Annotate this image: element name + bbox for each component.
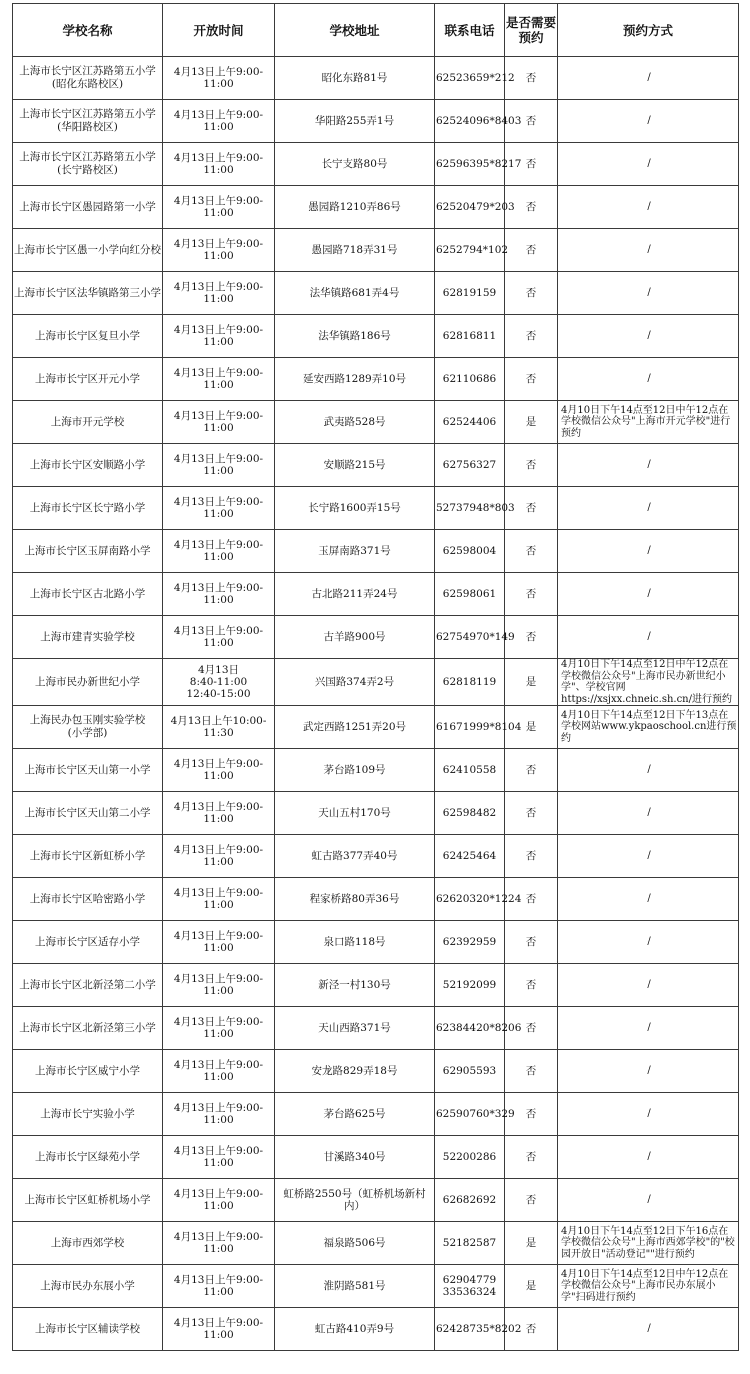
appointment-method-cell: / bbox=[558, 749, 739, 792]
open-time-cell: 4月13日上午9:00-11:00 bbox=[163, 1007, 275, 1050]
appointment-required-cell: 否 bbox=[505, 186, 558, 229]
open-time-cell: 4月13日上午9:00-11:00 bbox=[163, 1265, 275, 1308]
phone-cell: 62425464 bbox=[435, 835, 505, 878]
phone-cell: 62590760*329 bbox=[435, 1093, 505, 1136]
address-cell: 愚园路718弄31号 bbox=[275, 229, 435, 272]
address-cell: 法华镇路186号 bbox=[275, 315, 435, 358]
table-row bbox=[13, 835, 739, 878]
phone-cell: 62754970*149 bbox=[435, 616, 505, 659]
address-cell: 茅台路625号 bbox=[275, 1093, 435, 1136]
appointment-required-cell: 否 bbox=[505, 358, 558, 401]
school-name-cell: 上海市长宁区江苏路第五小学 (昭化东路校区) bbox=[13, 57, 163, 100]
phone-cell: 52182587 bbox=[435, 1222, 505, 1265]
header-open-time: 开放时间 bbox=[163, 4, 275, 57]
address-cell: 淮阴路581号 bbox=[275, 1265, 435, 1308]
open-time-cell: 4月13日上午9:00-11:00 bbox=[163, 792, 275, 835]
address-cell: 延安西路1289弄10号 bbox=[275, 358, 435, 401]
appointment-method-cell: / bbox=[558, 964, 739, 1007]
table-row bbox=[13, 57, 739, 100]
open-time-cell: 4月13日上午9:00-11:00 bbox=[163, 272, 275, 315]
open-time-cell: 4月13日上午9:00-11:00 bbox=[163, 186, 275, 229]
appointment-required-cell: 否 bbox=[505, 315, 558, 358]
school-name-cell: 上海市长宁区虹桥机场小学 bbox=[13, 1179, 163, 1222]
phone-cell: 62523659*212 bbox=[435, 57, 505, 100]
address-cell: 茅台路109号 bbox=[275, 749, 435, 792]
appointment-required-cell: 否 bbox=[505, 1093, 558, 1136]
appointment-required-cell: 否 bbox=[505, 878, 558, 921]
appointment-method-cell: / bbox=[558, 358, 739, 401]
address-cell: 新泾一村130号 bbox=[275, 964, 435, 1007]
open-time-cell: 4月13日上午9:00-11:00 bbox=[163, 1050, 275, 1093]
appointment-required-cell: 否 bbox=[505, 964, 558, 1007]
school-name-cell: 上海市长宁区安顺路小学 bbox=[13, 444, 163, 487]
table-row bbox=[13, 1136, 739, 1179]
table-row bbox=[13, 921, 739, 964]
phone-cell: 62598482 bbox=[435, 792, 505, 835]
school-open-day-table bbox=[12, 3, 739, 1351]
header-school-name: 学校名称 bbox=[13, 4, 163, 57]
school-name-cell: 上海民办包玉刚实验学校 (小学部) bbox=[13, 706, 163, 749]
table-row bbox=[13, 530, 739, 573]
appointment-method-cell: / bbox=[558, 616, 739, 659]
phone-cell: 62816811 bbox=[435, 315, 505, 358]
address-cell: 天山西路371号 bbox=[275, 1007, 435, 1050]
phone-cell: 62410558 bbox=[435, 749, 505, 792]
appointment-required-cell: 否 bbox=[505, 487, 558, 530]
school-name-cell: 上海市长宁区开元小学 bbox=[13, 358, 163, 401]
table-row bbox=[13, 444, 739, 487]
appointment-method-cell: / bbox=[558, 487, 739, 530]
open-time-cell: 4月13日 8:40-11:00 12:40-15:00 bbox=[163, 659, 275, 706]
header-appointment-required: 是否需要 预约 bbox=[505, 4, 558, 57]
table-row bbox=[13, 100, 739, 143]
appointment-required-cell: 否 bbox=[505, 530, 558, 573]
open-time-cell: 4月13日上午9:00-11:00 bbox=[163, 616, 275, 659]
appointment-method-cell: / bbox=[558, 100, 739, 143]
appointment-required-cell: 否 bbox=[505, 1136, 558, 1179]
school-name-cell: 上海市长宁区绿苑小学 bbox=[13, 1136, 163, 1179]
appointment-required-cell: 是 bbox=[505, 1222, 558, 1265]
address-cell: 昭化东路81号 bbox=[275, 57, 435, 100]
phone-cell: 52200286 bbox=[435, 1136, 505, 1179]
appointment-required-cell: 否 bbox=[505, 1308, 558, 1351]
open-time-cell: 4月13日上午9:00-11:00 bbox=[163, 749, 275, 792]
address-cell: 泉口路118号 bbox=[275, 921, 435, 964]
school-name-cell: 上海市长宁区古北路小学 bbox=[13, 573, 163, 616]
appointment-method-cell: / bbox=[558, 272, 739, 315]
appointment-method-cell: / bbox=[558, 1007, 739, 1050]
school-name-cell: 上海市民办新世纪小学 bbox=[13, 659, 163, 706]
address-cell: 武定西路1251弄20号 bbox=[275, 706, 435, 749]
address-cell: 安顺路215号 bbox=[275, 444, 435, 487]
appointment-method-cell: / bbox=[558, 1093, 739, 1136]
appointment-method-cell: 4月10日下午14点至12日下午16点在学校微信公众号"上海市西郊学校"的"校园开放日"活动登记""进行预约 bbox=[558, 1222, 739, 1265]
table-row bbox=[13, 1093, 739, 1136]
school-name-cell: 上海市民办东展小学 bbox=[13, 1265, 163, 1308]
appointment-method-cell: / bbox=[558, 792, 739, 835]
school-name-cell: 上海市长宁区北新泾第二小学 bbox=[13, 964, 163, 1007]
address-cell: 古羊路900号 bbox=[275, 616, 435, 659]
phone-cell: 62524096*8403 bbox=[435, 100, 505, 143]
appointment-required-cell: 否 bbox=[505, 921, 558, 964]
table-row bbox=[13, 878, 739, 921]
appointment-method-cell: / bbox=[558, 444, 739, 487]
phone-cell: 62598061 bbox=[435, 573, 505, 616]
open-time-cell: 4月13日上午9:00-11:00 bbox=[163, 315, 275, 358]
appointment-required-cell: 否 bbox=[505, 835, 558, 878]
open-time-cell: 4月13日上午9:00-11:00 bbox=[163, 964, 275, 1007]
school-name-cell: 上海市长宁区法华镇路第三小学 bbox=[13, 272, 163, 315]
school-name-cell: 上海市长宁区长宁路小学 bbox=[13, 487, 163, 530]
table-row bbox=[13, 706, 739, 749]
school-name-cell: 上海市长宁实验小学 bbox=[13, 1093, 163, 1136]
school-name-cell: 上海市长宁区江苏路第五小学 (长宁路校区) bbox=[13, 143, 163, 186]
open-time-cell: 4月13日上午9:00-11:00 bbox=[163, 835, 275, 878]
table-row bbox=[13, 315, 739, 358]
table-row bbox=[13, 964, 739, 1007]
table-row bbox=[13, 186, 739, 229]
phone-cell: 6252794*102 bbox=[435, 229, 505, 272]
address-cell: 天山五村170号 bbox=[275, 792, 435, 835]
address-cell: 兴国路374弄2号 bbox=[275, 659, 435, 706]
appointment-method-cell: / bbox=[558, 1308, 739, 1351]
phone-cell: 62756327 bbox=[435, 444, 505, 487]
appointment-method-cell: / bbox=[558, 229, 739, 272]
appointment-method-cell: 4月10日下午14点至12日中午12点在学校微信公众号"上海市开元学校"进行预约 bbox=[558, 401, 739, 444]
appointment-required-cell: 否 bbox=[505, 1179, 558, 1222]
school-name-cell: 上海市长宁区愚一小学向红分校 bbox=[13, 229, 163, 272]
header-appointment-method: 预约方式 bbox=[558, 4, 739, 57]
phone-cell: 62598004 bbox=[435, 530, 505, 573]
table-row bbox=[13, 792, 739, 835]
open-time-cell: 4月13日上午10:00-11:30 bbox=[163, 706, 275, 749]
table-row bbox=[13, 487, 739, 530]
appointment-required-cell: 否 bbox=[505, 100, 558, 143]
phone-cell: 62682692 bbox=[435, 1179, 505, 1222]
address-cell: 福泉路506号 bbox=[275, 1222, 435, 1265]
table-row bbox=[13, 358, 739, 401]
school-name-cell: 上海市长宁区哈密路小学 bbox=[13, 878, 163, 921]
table-row bbox=[13, 1007, 739, 1050]
phone-cell: 62520479*203 bbox=[435, 186, 505, 229]
phone-cell: 62384420*8206 bbox=[435, 1007, 505, 1050]
phone-cell: 61671999*8104 bbox=[435, 706, 505, 749]
appointment-required-cell: 否 bbox=[505, 1050, 558, 1093]
open-time-cell: 4月13日上午9:00-11:00 bbox=[163, 573, 275, 616]
appointment-method-cell: / bbox=[558, 573, 739, 616]
table-row bbox=[13, 573, 739, 616]
open-time-cell: 4月13日上午9:00-11:00 bbox=[163, 401, 275, 444]
appointment-method-cell: / bbox=[558, 57, 739, 100]
address-cell: 甘溪路340号 bbox=[275, 1136, 435, 1179]
open-time-cell: 4月13日上午9:00-11:00 bbox=[163, 1093, 275, 1136]
table-row bbox=[13, 1050, 739, 1093]
open-time-cell: 4月13日上午9:00-11:00 bbox=[163, 358, 275, 401]
phone-cell: 62428735*8202 bbox=[435, 1308, 505, 1351]
appointment-method-cell: / bbox=[558, 315, 739, 358]
table-row bbox=[13, 1222, 739, 1265]
table-row bbox=[13, 1308, 739, 1351]
open-time-cell: 4月13日上午9:00-11:00 bbox=[163, 100, 275, 143]
appointment-method-cell: / bbox=[558, 530, 739, 573]
open-time-cell: 4月13日上午9:00-11:00 bbox=[163, 878, 275, 921]
appointment-required-cell: 是 bbox=[505, 659, 558, 706]
school-name-cell: 上海市长宁区威宁小学 bbox=[13, 1050, 163, 1093]
table-row bbox=[13, 229, 739, 272]
school-name-cell: 上海市长宁区辅读学校 bbox=[13, 1308, 163, 1351]
address-cell: 法华镇路681弄4号 bbox=[275, 272, 435, 315]
open-time-cell: 4月13日上午9:00-11:00 bbox=[163, 530, 275, 573]
appointment-method-cell: / bbox=[558, 921, 739, 964]
table-row bbox=[13, 272, 739, 315]
address-cell: 安龙路829弄18号 bbox=[275, 1050, 435, 1093]
open-time-cell: 4月13日上午9:00-11:00 bbox=[163, 57, 275, 100]
phone-cell: 62818119 bbox=[435, 659, 505, 706]
address-cell: 长宁支路80号 bbox=[275, 143, 435, 186]
table-row bbox=[13, 616, 739, 659]
appointment-method-cell: / bbox=[558, 1050, 739, 1093]
school-name-cell: 上海市长宁区江苏路第五小学 (华阳路校区) bbox=[13, 100, 163, 143]
appointment-required-cell: 否 bbox=[505, 749, 558, 792]
table-body bbox=[13, 57, 739, 1351]
school-name-cell: 上海市长宁区适存小学 bbox=[13, 921, 163, 964]
phone-cell: 62904779 33536324 bbox=[435, 1265, 505, 1308]
phone-cell: 52737948*803 bbox=[435, 487, 505, 530]
phone-cell: 62819159 bbox=[435, 272, 505, 315]
phone-cell: 62524406 bbox=[435, 401, 505, 444]
open-time-cell: 4月13日上午9:00-11:00 bbox=[163, 921, 275, 964]
address-cell: 玉屏南路371号 bbox=[275, 530, 435, 573]
open-time-cell: 4月13日上午9:00-11:00 bbox=[163, 1136, 275, 1179]
school-name-cell: 上海市开元学校 bbox=[13, 401, 163, 444]
address-cell: 虹古路377弄40号 bbox=[275, 835, 435, 878]
appointment-required-cell: 否 bbox=[505, 272, 558, 315]
appointment-method-cell: / bbox=[558, 1179, 739, 1222]
appointment-required-cell: 否 bbox=[505, 573, 558, 616]
appointment-method-cell: / bbox=[558, 1136, 739, 1179]
open-time-cell: 4月13日上午9:00-11:00 bbox=[163, 487, 275, 530]
appointment-required-cell: 否 bbox=[505, 143, 558, 186]
open-time-cell: 4月13日上午9:00-11:00 bbox=[163, 229, 275, 272]
school-name-cell: 上海市西郊学校 bbox=[13, 1222, 163, 1265]
appointment-method-cell: / bbox=[558, 186, 739, 229]
school-name-cell: 上海市长宁区北新泾第三小学 bbox=[13, 1007, 163, 1050]
address-cell: 虹古路410弄9号 bbox=[275, 1308, 435, 1351]
table-row bbox=[13, 401, 739, 444]
appointment-required-cell: 否 bbox=[505, 792, 558, 835]
phone-cell: 62392959 bbox=[435, 921, 505, 964]
address-cell: 华阳路255弄1号 bbox=[275, 100, 435, 143]
appointment-required-cell: 否 bbox=[505, 57, 558, 100]
appointment-required-cell: 否 bbox=[505, 616, 558, 659]
open-time-cell: 4月13日上午9:00-11:00 bbox=[163, 143, 275, 186]
school-name-cell: 上海市长宁区复旦小学 bbox=[13, 315, 163, 358]
table-row bbox=[13, 749, 739, 792]
phone-cell: 62620320*1224 bbox=[435, 878, 505, 921]
header-row bbox=[13, 4, 739, 57]
appointment-required-cell: 否 bbox=[505, 229, 558, 272]
appointment-method-cell: / bbox=[558, 878, 739, 921]
open-time-cell: 4月13日上午9:00-11:00 bbox=[163, 1222, 275, 1265]
header-address: 学校地址 bbox=[275, 4, 435, 57]
open-time-cell: 4月13日上午9:00-11:00 bbox=[163, 1179, 275, 1222]
address-cell: 程家桥路80弄36号 bbox=[275, 878, 435, 921]
appointment-method-cell: 4月10日下午14点至12日中午12点在学校微信公众号"上海市民办新世纪小学"、学校官网https://xsjxx.chneic.sh.cn/进行预约 bbox=[558, 659, 739, 706]
appointment-required-cell: 是 bbox=[505, 1265, 558, 1308]
open-time-cell: 4月13日上午9:00-11:00 bbox=[163, 1308, 275, 1351]
table-row bbox=[13, 659, 739, 706]
phone-cell: 62905593 bbox=[435, 1050, 505, 1093]
appointment-method-cell: / bbox=[558, 143, 739, 186]
address-cell: 长宁路1600弄15号 bbox=[275, 487, 435, 530]
appointment-method-cell: / bbox=[558, 835, 739, 878]
appointment-required-cell: 是 bbox=[505, 706, 558, 749]
appointment-method-cell: 4月10日下午14点至12日下午13点在学校网站www.ykpaoschool.cn进行预约 bbox=[558, 706, 739, 749]
school-name-cell: 上海市长宁区新虹桥小学 bbox=[13, 835, 163, 878]
open-time-cell: 4月13日上午9:00-11:00 bbox=[163, 444, 275, 487]
appointment-required-cell: 否 bbox=[505, 1007, 558, 1050]
school-name-cell: 上海市建青实验学校 bbox=[13, 616, 163, 659]
school-name-cell: 上海市长宁区玉屏南路小学 bbox=[13, 530, 163, 573]
school-name-cell: 上海市长宁区天山第二小学 bbox=[13, 792, 163, 835]
appointment-method-cell: 4月10日下午14点至12日中午12点在学校微信公众号"上海市民办东展小学"扫码进行预约 bbox=[558, 1265, 739, 1308]
phone-cell: 62110686 bbox=[435, 358, 505, 401]
address-cell: 武夷路528号 bbox=[275, 401, 435, 444]
address-cell: 古北路211弄24号 bbox=[275, 573, 435, 616]
appointment-required-cell: 是 bbox=[505, 401, 558, 444]
appointment-required-cell: 否 bbox=[505, 444, 558, 487]
table-row bbox=[13, 1179, 739, 1222]
table-row bbox=[13, 143, 739, 186]
school-name-cell: 上海市长宁区天山第一小学 bbox=[13, 749, 163, 792]
address-cell: 虹桥路2550号（虹桥机场新村内） bbox=[275, 1179, 435, 1222]
school-name-cell: 上海市长宁区愚园路第一小学 bbox=[13, 186, 163, 229]
phone-cell: 52192099 bbox=[435, 964, 505, 1007]
header-phone: 联系电话 bbox=[435, 4, 505, 57]
phone-cell: 62596395*8217 bbox=[435, 143, 505, 186]
table-row bbox=[13, 1265, 739, 1308]
address-cell: 愚园路1210弄86号 bbox=[275, 186, 435, 229]
